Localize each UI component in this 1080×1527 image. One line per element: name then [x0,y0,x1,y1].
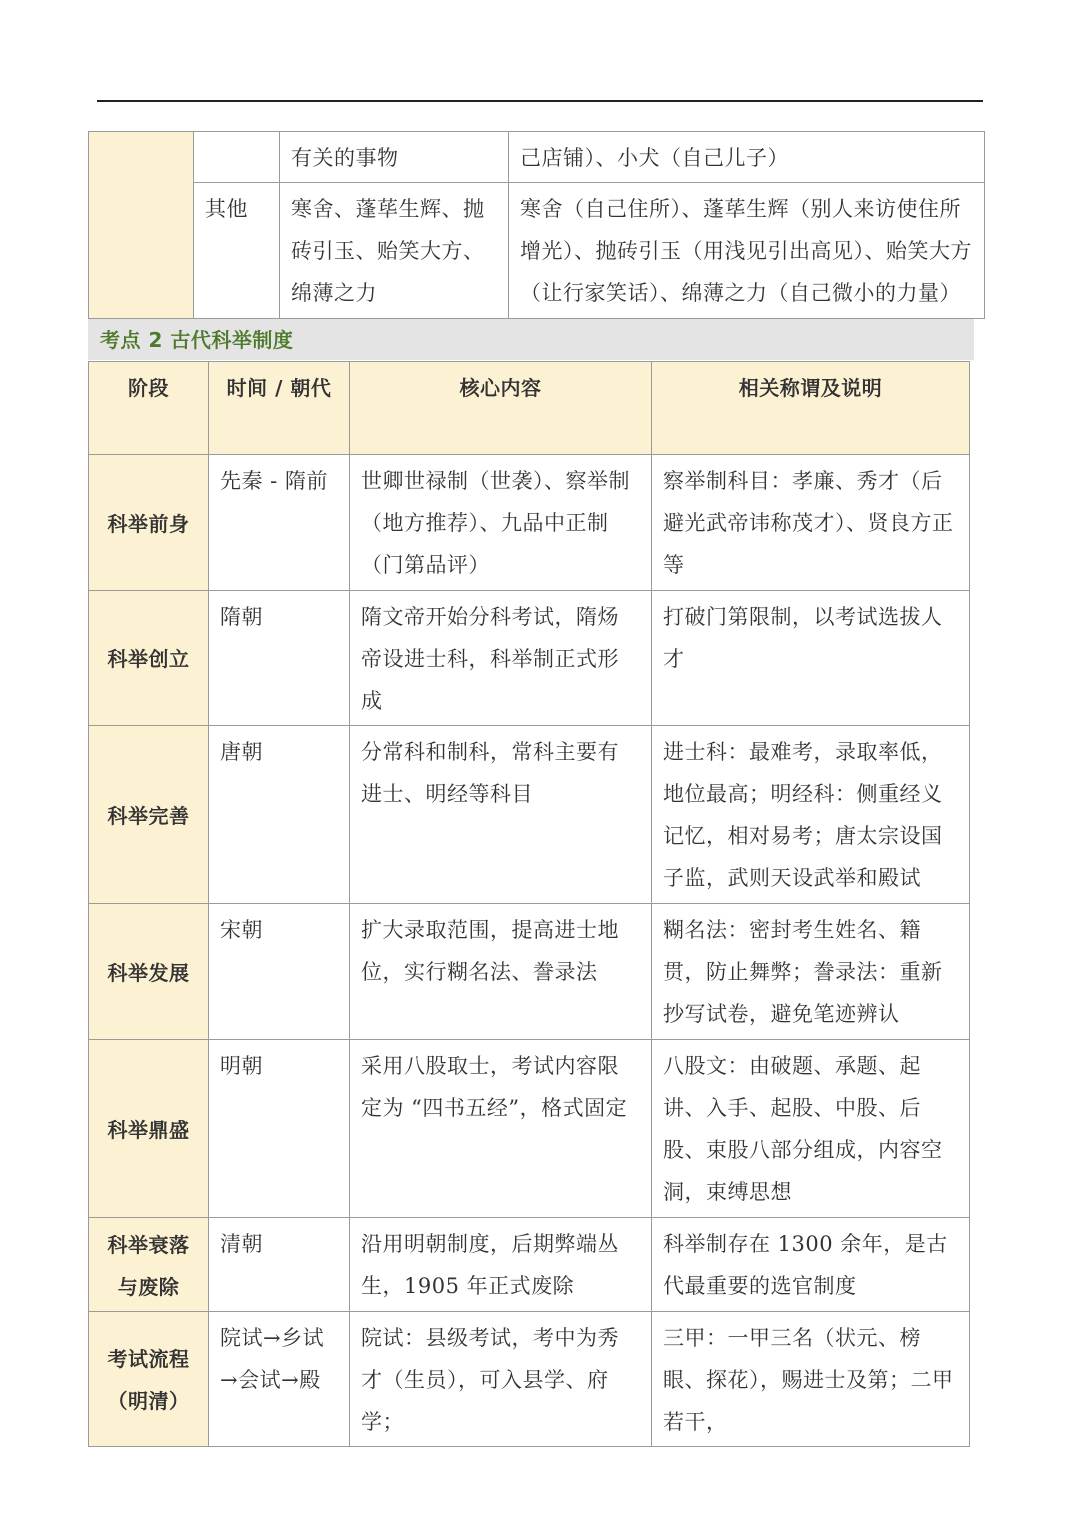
table-row [89,726,970,904]
header-row [89,362,970,455]
period-cell: 明朝 [209,1040,350,1218]
keju-system-table [88,361,970,1447]
period-cell: 隋朝 [209,591,350,726]
period-cell: 清朝 [209,1218,350,1312]
period-cell: 先秦 - 隋前 [209,455,350,591]
period-cell: 宋朝 [209,904,350,1040]
table-row [89,1040,970,1218]
stage-cell: 科举完善 [89,726,209,904]
stage-cell: 科举发展 [89,904,209,1040]
section-title: 考点 2 古代科举制度 [100,328,294,352]
items-cell: 寒舍、蓬荜生辉、抛砖引玉、贻笑大方、绵薄之力 [280,183,509,319]
notes-cell: 三甲：一甲三名（状元、榜眼、探花），赐进士及第；二甲若干， [652,1312,970,1447]
content-cell: 采用八股取士，考试内容限定为 “四书五经”，格式固定 [350,1040,652,1218]
honorifics-table-continued [88,131,985,319]
content-cell: 世卿世禄制（世袭）、察举制（地方推荐）、九品中正制（门第品评） [350,455,652,591]
header-stage: 阶段 [89,362,209,455]
table-row [89,1218,970,1312]
header-content: 核心内容 [350,362,652,455]
content-cell: 隋文帝开始分科考试，隋炀帝设进士科，科举制正式形成 [350,591,652,726]
notes-cell: 进士科：最难考，录取率低，地位最高；明经科：侧重经义记忆，相对易考；唐太宗设国子监，武则天设武举和殿试 [652,726,970,904]
table-row [89,591,970,726]
table-row [89,132,985,183]
period-cell: 院试→乡试→会试→殿 [209,1312,350,1447]
stage-cell: 考试流程（明清） [89,1312,209,1447]
stage-cell: 科举前身 [89,455,209,591]
notes-cell: 八股文：由破题、承题、起讲、入手、起股、中股、后股、束股八部分组成，内容空洞，束缚思想 [652,1040,970,1218]
explanation-cell: 寒舍（自己住所）、蓬荜生辉（别人来访使住所增光）、抛砖引玉（用浅见引出高见）、贻笑大方（让行家笑话）、绵薄之力（自己微小的力量） [509,183,985,319]
table-row [89,1312,970,1447]
content-cell: 分常科和制科，常科主要有进士、明经等科目 [350,726,652,904]
content-cell: 扩大录取范围，提高进士地位，实行糊名法、誊录法 [350,904,652,1040]
notes-cell: 察举制科目：孝廉、秀才（后避光武帝讳称茂才）、贤良方正等 [652,455,970,591]
stage-cell: 科举创立 [89,591,209,726]
category-stub-cell [89,132,194,319]
items-cell: 有关的事物 [280,132,509,183]
notes-cell: 科举制存在 1300 余年，是古代最重要的选官制度 [652,1218,970,1312]
table-row [89,455,970,591]
stage-cell: 科举鼎盛 [89,1040,209,1218]
explanation-cell: 己店铺）、小犬（自己儿子） [509,132,985,183]
subcategory-cell [194,132,280,183]
content-cell: 沿用明朝制度，后期弊端丛生，1905 年正式废除 [350,1218,652,1312]
subcategory-cell: 其他 [194,183,280,319]
header-notes: 相关称谓及说明 [652,362,970,455]
table-row [89,183,985,319]
notes-cell: 打破门第限制，以考试选拔人才 [652,591,970,726]
header-rule [97,100,983,102]
header-period: 时间 / 朝代 [209,362,350,455]
notes-cell: 糊名法：密封考生姓名、籍贯，防止舞弊；誊录法：重新抄写试卷，避免笔迹辨认 [652,904,970,1040]
table-row [89,904,970,1040]
stage-cell: 科举衰落与废除 [89,1218,209,1312]
period-cell: 唐朝 [209,726,350,904]
content-cell: 院试：县级考试，考中为秀才（生员），可入县学、府学； [350,1312,652,1447]
